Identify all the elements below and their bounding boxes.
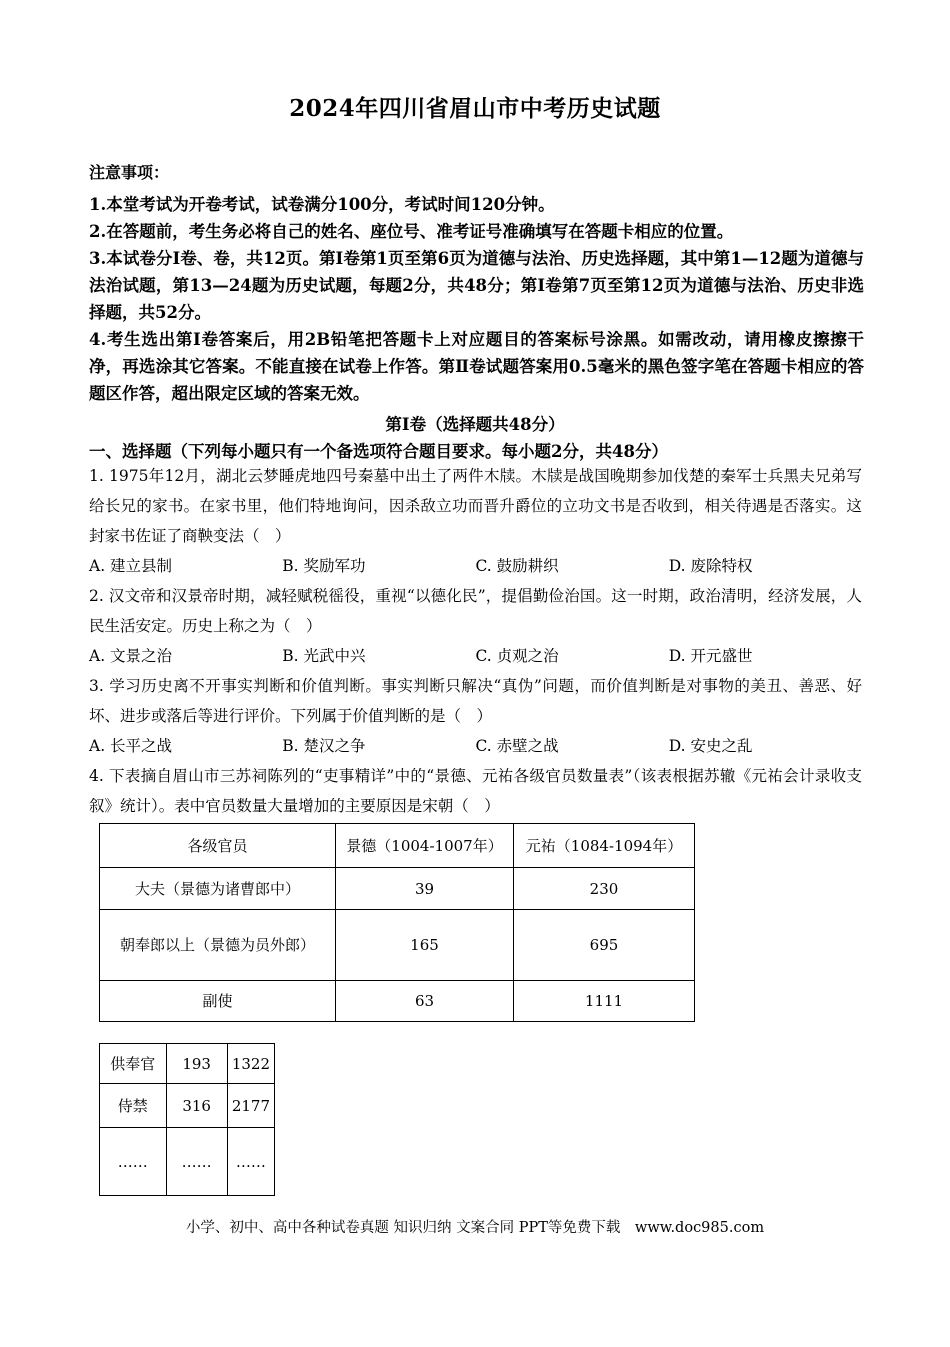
table-cell: 316: [166, 1084, 227, 1128]
option-b: B. 光武中兴: [282, 647, 366, 665]
option-a: A. 文景之治: [89, 647, 173, 665]
section-title: 一、选择题（下列每小题只有一个备选项符合题目要求。每小题2分，共48分）: [89, 442, 668, 461]
officials-table-continued: [99, 1043, 275, 1196]
table-cell: 695: [514, 910, 695, 981]
table-cell: 63: [336, 981, 514, 1022]
option-a: A. 长平之战: [89, 737, 173, 755]
table-cell: 大夫（景德为诸曹郎中）: [100, 868, 336, 910]
table-header-row: [100, 824, 695, 868]
table-cell: 193: [166, 1044, 227, 1084]
option-c: C. 鼓励耕织: [475, 557, 559, 575]
question-1: [89, 461, 862, 581]
table-row: [100, 868, 695, 910]
table-cell: 165: [336, 910, 514, 981]
option-b: B. 奖励军功: [282, 557, 366, 575]
table-header-cell: 各级官员: [100, 824, 336, 868]
question-stem: 4. 下表摘自眉山市三苏祠陈列的“吏事精详”中的“景德、元祐各级官员数量表”（该表根据苏辙《元祐会计录收支叙》统计）。表中官员数量大量增加的主要原因是宋朝（ ）: [89, 767, 862, 815]
question-4: [89, 761, 862, 821]
note-item: 2.在答题前，考生务必将自己的姓名、座位号、准考证号准确填写在答题卡相应的位置。: [89, 222, 734, 241]
table-cell: 1111: [514, 981, 695, 1022]
note-item: 1.本堂考试为开卷考试，试卷满分100分，考试时间120分钟。: [89, 195, 555, 214]
page-title: 2024年四川省眉山市中考历史试题: [289, 95, 661, 122]
table-row: [100, 1128, 275, 1196]
option-b: B. 楚汉之争: [282, 737, 366, 755]
page-footer: 小学、初中、高中各种试卷真题 知识归纳 文案合同 PPT等免费下载 www.doc985.com: [185, 1220, 765, 1236]
note-item: 3.本试卷分I卷、卷，共12页。第I卷第1页至第6页为道德与法治、历史选择题，其中第1—12题为道德与法治试题，第13—24题为历史试题，每题2分，共48分；第I卷第7页至第12页为道德与法治、历史非选择题，共52分。: [89, 249, 864, 322]
table-cell: 副使: [100, 981, 336, 1022]
option-c: C. 贞观之治: [475, 647, 559, 665]
table-cell: 1322: [227, 1044, 274, 1084]
note-item: 4.考生选出第I卷答案后，用2B铅笔把答题卡上对应题目的答案标号涂黑。如需改动，请用橡皮擦擦干净，再选涂其它答案。不能直接在试卷上作答。第Ⅱ卷试题答案用0.5毫米的黑色签字笔在答题卡相应的答题区作答，超出限定区域的答案无效。: [89, 330, 864, 403]
part-title: 第I卷（选择题共48分）: [385, 415, 565, 434]
officials-table: [99, 823, 695, 1022]
table-cell: 朝奉郎以上（景德为员外郎）: [100, 910, 336, 981]
option-d: D. 开元盛世: [668, 647, 753, 665]
notes-block: [89, 160, 864, 407]
table-cell: 供奉官: [100, 1044, 167, 1084]
table-cell: 2177: [227, 1084, 274, 1128]
table-header-cell: 元祐（1084-1094年）: [514, 824, 695, 868]
table-cell: 侍禁: [100, 1084, 167, 1128]
table-header-cell: 景德（1004-1007年）: [336, 824, 514, 868]
question-3: [89, 671, 862, 761]
question-stem: 2. 汉文帝和汉景帝时期，减轻赋税徭役，重视“以德化民”，提倡勤俭治国。这一时期，政治清明，经济发展，人民生活安定。历史上称之为（ ）: [89, 587, 862, 635]
question-stem: 1. 1975年12月，湖北云梦睡虎地四号秦墓中出土了两件木牍。木牍是战国晚期参加伐楚的秦军士兵黑夫兄弟写给长兄的家书。在家书里，他们特地询问，因杀敌立功而晋升爵位的立功文书是否收到，相关待遇是否落实。这封家书佐证了商鞅变法（ ）: [89, 467, 862, 545]
table-cell: 230: [514, 868, 695, 910]
table-cell: ……: [227, 1128, 274, 1196]
option-d: D. 安史之乱: [668, 737, 753, 755]
table-row: [100, 981, 695, 1022]
table-row: [100, 910, 695, 981]
option-row: [89, 641, 862, 671]
question-list: [89, 461, 862, 821]
table-row: [100, 1084, 275, 1128]
option-row: [89, 731, 862, 761]
question-2: [89, 581, 862, 671]
option-d: D. 废除特权: [668, 557, 753, 575]
notes-heading: 注意事项：: [89, 163, 170, 182]
option-row: [89, 551, 862, 581]
question-stem: 3. 学习历史离不开事实判断和价值判断。事实判断只解决“真伪”问题，而价值判断是对事物的美丑、善恶、好坏、进步或落后等进行评价。下列属于价值判断的是（ ）: [89, 677, 862, 725]
table-cell: ……: [100, 1128, 167, 1196]
table-cell: ……: [166, 1128, 227, 1196]
table-cell: 39: [336, 868, 514, 910]
option-c: C. 赤壁之战: [475, 737, 559, 755]
table-row: [100, 1044, 275, 1084]
option-a: A. 建立县制: [89, 557, 173, 575]
